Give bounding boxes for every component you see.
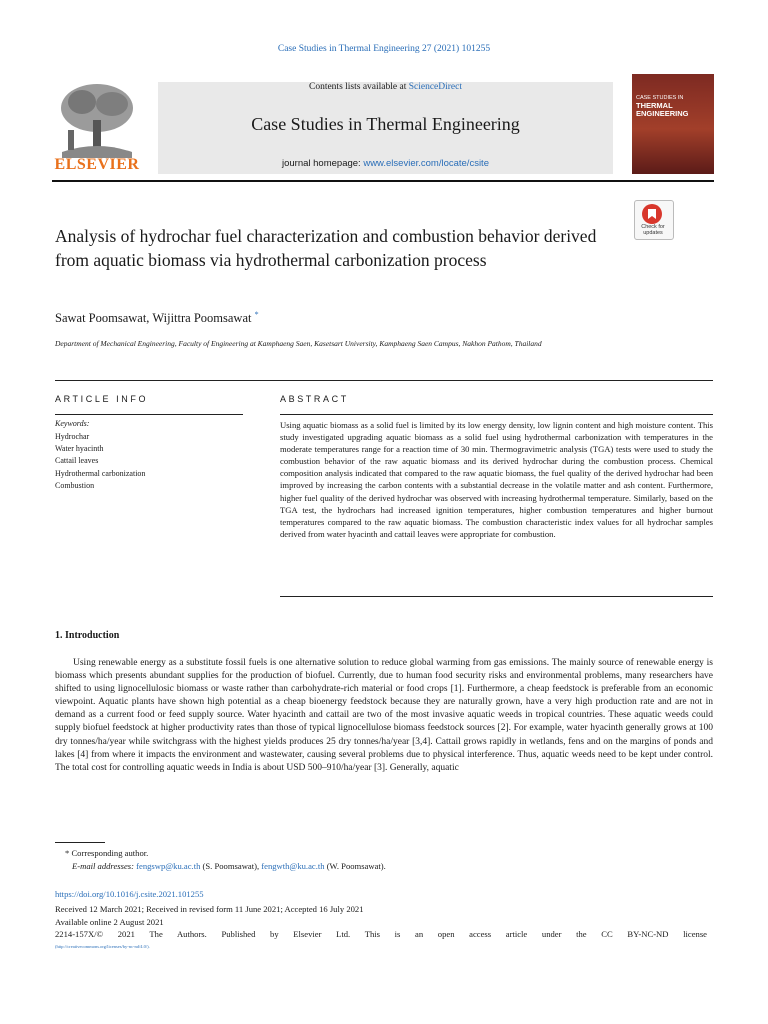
abstract-heading: ABSTRACT bbox=[280, 394, 349, 404]
email-link[interactable]: fengwth@ku.ac.th bbox=[261, 861, 325, 871]
keyword-item: Cattail leaves bbox=[55, 456, 99, 466]
section-heading-introduction: 1. Introduction bbox=[55, 630, 120, 641]
abstract-rule bbox=[280, 414, 713, 415]
email-link[interactable]: fengswp@ku.ac.th bbox=[136, 861, 201, 871]
cover-title-line: CASE STUDIES IN bbox=[636, 95, 684, 101]
email-owner: (W. Poomsawat). bbox=[324, 861, 386, 871]
available-online: Available online 2 August 2021 bbox=[55, 916, 164, 927]
corresponding-author-note: * Corresponding author. bbox=[65, 848, 149, 858]
sciencedirect-link[interactable]: ScienceDirect bbox=[408, 82, 462, 92]
license-statement: 2214-157X/© 2021 The Authors. Published by Elsevier Ltd. This is an open access article under the CC BY-NC-ND license bbox=[55, 929, 707, 939]
article-dates bbox=[55, 903, 364, 929]
introduction-paragraph: Using renewable energy as a substitute fossil fuels is one alternative solution to reduce global warming from gas emissions. The mainly source of renewable energy is biomass which presents abundant supplies for the production of biofuel. Currently, due to human food security risks and environmental problems, many researchers have shifted to using lignocellulosic biomass or waste rather than carbohydrate-rich material or food crops [1]. Furthermore, a cheap feedstock is preferable from an economic viewpoint. Aquatic plants have shown high potential as a cheap bioenergy feedstock because they are naturally grown, have a very high production rate and are not in demand as a current food or feed supply source. Water hyacinth and cattail are two of the most invasive aquatic weeds in tropical countries. These aquatic weeds could supply biofuel feedstock at higher productivity rates than those of typical lignocellulose biomass feedstock sources [2]. For example, water hyacinth generally grows at 100 dry tonnes/ha/year while switchgrass with the highest yields produces 25 dry tonnes/ha/year [3,4]. Cattail grows rapidly in wetlands, fens and on the margins of ponds and lakes [4] from where it impacts the environment and wastewater, causing several problems due to physical interference. Thus, aquatic weeds need to be kept under control. The total cost for controlling aquatic weeds in India is about USD 500–910/ha/year [3]. Generally, aquatic bbox=[55, 658, 713, 773]
abstract-text: Using aquatic biomass as a solid fuel is limited by its low energy density, low lignin content and high moisture content. This study investigated upgrading aquatic biomass as a solid fuel using hydrothermal carbonization with temperatures in the moderate temperatures range for a reaction time of 30 min. Thermogravimetric analysis (TGA) tests were used to study the combustion behavior of the raw aquatic biomass and its derived hydrochar during the combustion process. Chemical composition analysis indicated that compared to the raw aquatic biomass, the fuel quality of the derived hydrochar had been improved by increasing the carbon contents with a substantial decrease in the volatile matter and ash content. Furthermore, higher fuel quality of the derived hydrochar was observed with increasing hydrothermal temperature. Similarly, based on the TGA test, the hydrochars had increased ignition temperatures, higher combustion temperatures and higher burnout temperatures compared to the raw aquatic biomass. The combustion characteristic index values for all hydrochar samples derived from water hyacinth and cattail leaves were appropriate for combustion. bbox=[280, 420, 713, 539]
section-divider bbox=[55, 380, 713, 381]
doi-link[interactable]: https://doi.org/10.1016/j.csite.2021.101255 bbox=[55, 889, 204, 899]
article-title: Analysis of hydrochar fuel characterization and combustion behavior derived from aquatic biomass via hydrothermal carbonization process bbox=[55, 226, 597, 270]
article-info-heading: ARTICLE INFO bbox=[55, 394, 149, 404]
keyword-item: Hydrochar bbox=[55, 432, 90, 441]
author-list bbox=[55, 310, 615, 326]
affiliation: Department of Mechanical Engineering, Faculty of Engineering at Kamphaeng Saen, Kasetsart University, Kamphaeng Saen Campus, Nakhon Pathom, Thailand bbox=[55, 339, 542, 348]
abstract-bottom-rule bbox=[280, 596, 713, 597]
email-owner: (S. Poomsawat), bbox=[200, 861, 262, 871]
homepage-link[interactable]: www.elsevier.com/locate/csite bbox=[363, 158, 489, 169]
contents-prefix: Contents lists available at bbox=[308, 82, 409, 92]
keywords-list bbox=[55, 431, 145, 492]
keyword-item: Hydrothermal carbonization bbox=[55, 468, 146, 478]
cover-publisher-strip bbox=[636, 82, 712, 88]
journal-citation[interactable]: Case Studies in Thermal Engineering 27 (2021) 101255 bbox=[277, 44, 491, 54]
check-updates-icon bbox=[642, 204, 662, 224]
cover-title bbox=[636, 94, 712, 118]
check-updates-label: Check for updates bbox=[641, 224, 665, 236]
cover-title-line: THERMAL bbox=[636, 101, 673, 110]
email-label: E-mail addresses: bbox=[72, 861, 137, 871]
homepage-prefix: journal homepage: bbox=[281, 158, 364, 169]
journal-title: Case Studies in Thermal Engineering bbox=[251, 114, 520, 134]
header-rule bbox=[52, 180, 714, 182]
cover-title-line: ENGINEERING bbox=[636, 109, 689, 118]
authors-names: Sawat Poomsawat, Wijittra Poomsawat bbox=[55, 311, 252, 326]
keyword-item: Water hyacinth bbox=[55, 444, 104, 454]
email-addresses bbox=[72, 861, 386, 871]
corresponding-author-mark[interactable]: * bbox=[254, 310, 259, 319]
contents-line bbox=[158, 82, 613, 92]
license-link[interactable]: (http://creativecommons.org/licenses/by-nc-nd/4.0/). bbox=[55, 944, 150, 949]
journal-homepage bbox=[158, 158, 613, 169]
keyword-item: Combustion bbox=[55, 480, 95, 490]
keywords-label: Keywords: bbox=[55, 419, 90, 428]
journal-cover-image[interactable] bbox=[632, 74, 714, 174]
footnote-rule bbox=[55, 842, 105, 843]
article-info-rule bbox=[55, 414, 243, 415]
elsevier-wordmark[interactable]: ELSEVIER bbox=[54, 156, 140, 173]
received-dates: Received 12 March 2021; Received in revised form 11 June 2021; Accepted 16 July 2021 bbox=[55, 904, 364, 914]
